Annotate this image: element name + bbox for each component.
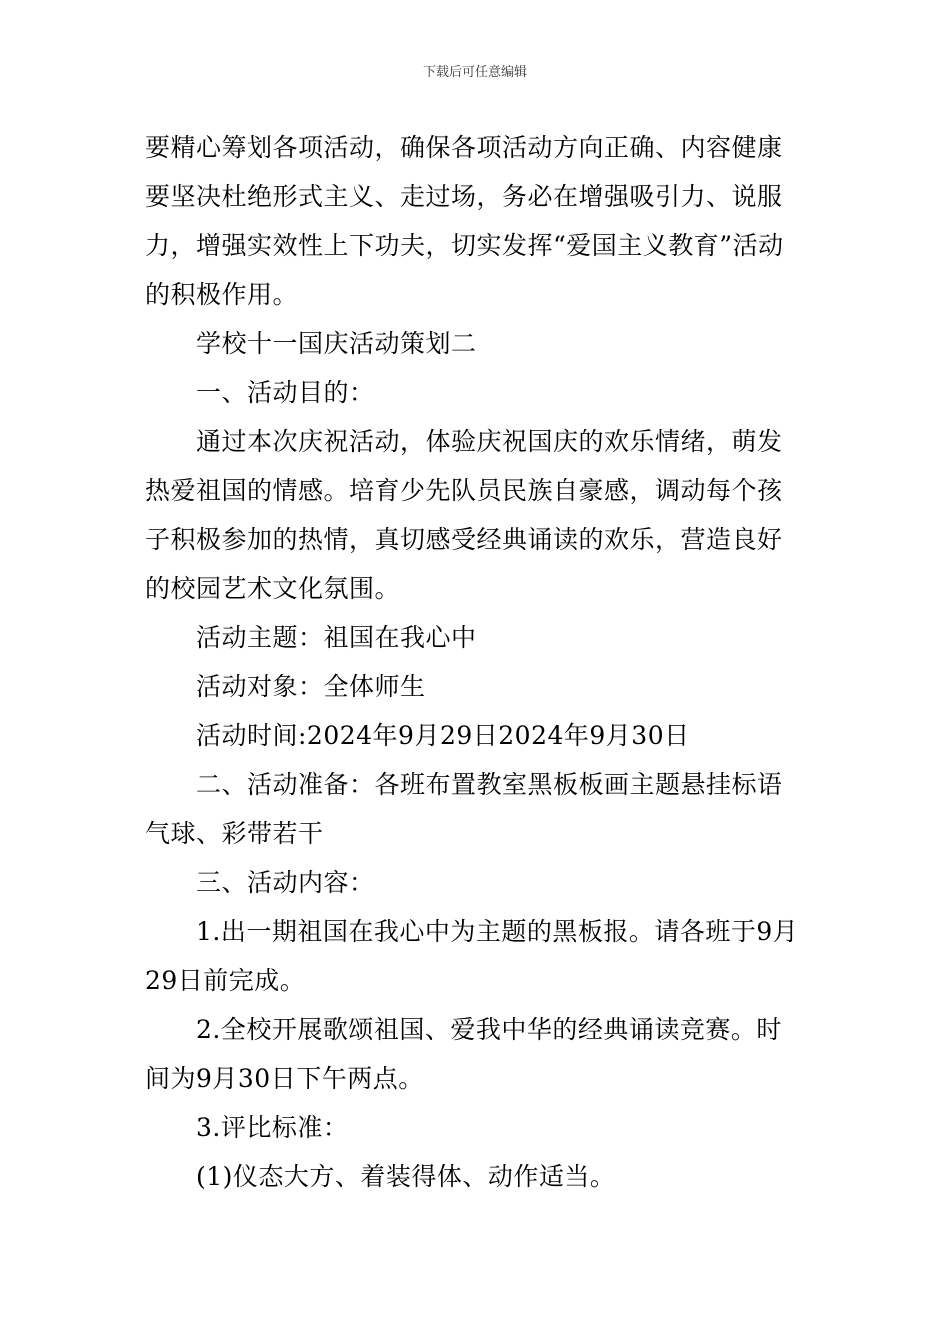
document-body	[145, 123, 807, 1201]
activity-participants: 活动对象：全体师生	[196, 672, 426, 701]
heading-purpose: 一、活动目的：	[196, 378, 375, 407]
content-item-1: 1.出一期祖国在我心中为主题的黑板报。请各班于9月29日前完成。	[145, 917, 799, 995]
paragraph-purpose: 通过本次庆祝活动，体验庆祝国庆的欢乐情绪，萌发热爱祖国的情感。培育少先队员民族自豪感，调动每个孩子积极参加的热情，真切感受经典诵读的欢乐，营造良好的校园艺术文化氛围。	[145, 427, 783, 603]
paragraph-preparation: 二、活动准备：各班布置教室黑板板画主题悬挂标语气球、彩带若干	[145, 770, 783, 848]
content-item-2: 2.全校开展歌颂祖国、爱我中华的经典诵读竞赛。时间为9月30日下午两点。	[145, 1015, 782, 1093]
heading-content: 三、活动内容：	[196, 868, 375, 897]
activity-time: 活动时间:2024年9月29日2024年9月30日	[196, 721, 690, 750]
page-header: 下载后可任意编辑	[422, 65, 527, 80]
content-item-3: 3.评比标准：	[196, 1113, 349, 1142]
activity-theme: 活动主题：祖国在我心中	[196, 623, 477, 652]
paragraph-activity-planning: 要精心筹划各项活动，确保各项活动方向正确、内容健康要坚决杜绝形式主义、走过场，务必在增强吸引力、说服力，增强实效性上下功夫，切实发挥“爱国主义教育”活动的积极作用。	[145, 133, 784, 309]
criteria-item-1: (1)仪态大方、着装得体、动作适当。	[196, 1162, 616, 1191]
section-title: 学校十一国庆活动策划二	[196, 329, 477, 358]
